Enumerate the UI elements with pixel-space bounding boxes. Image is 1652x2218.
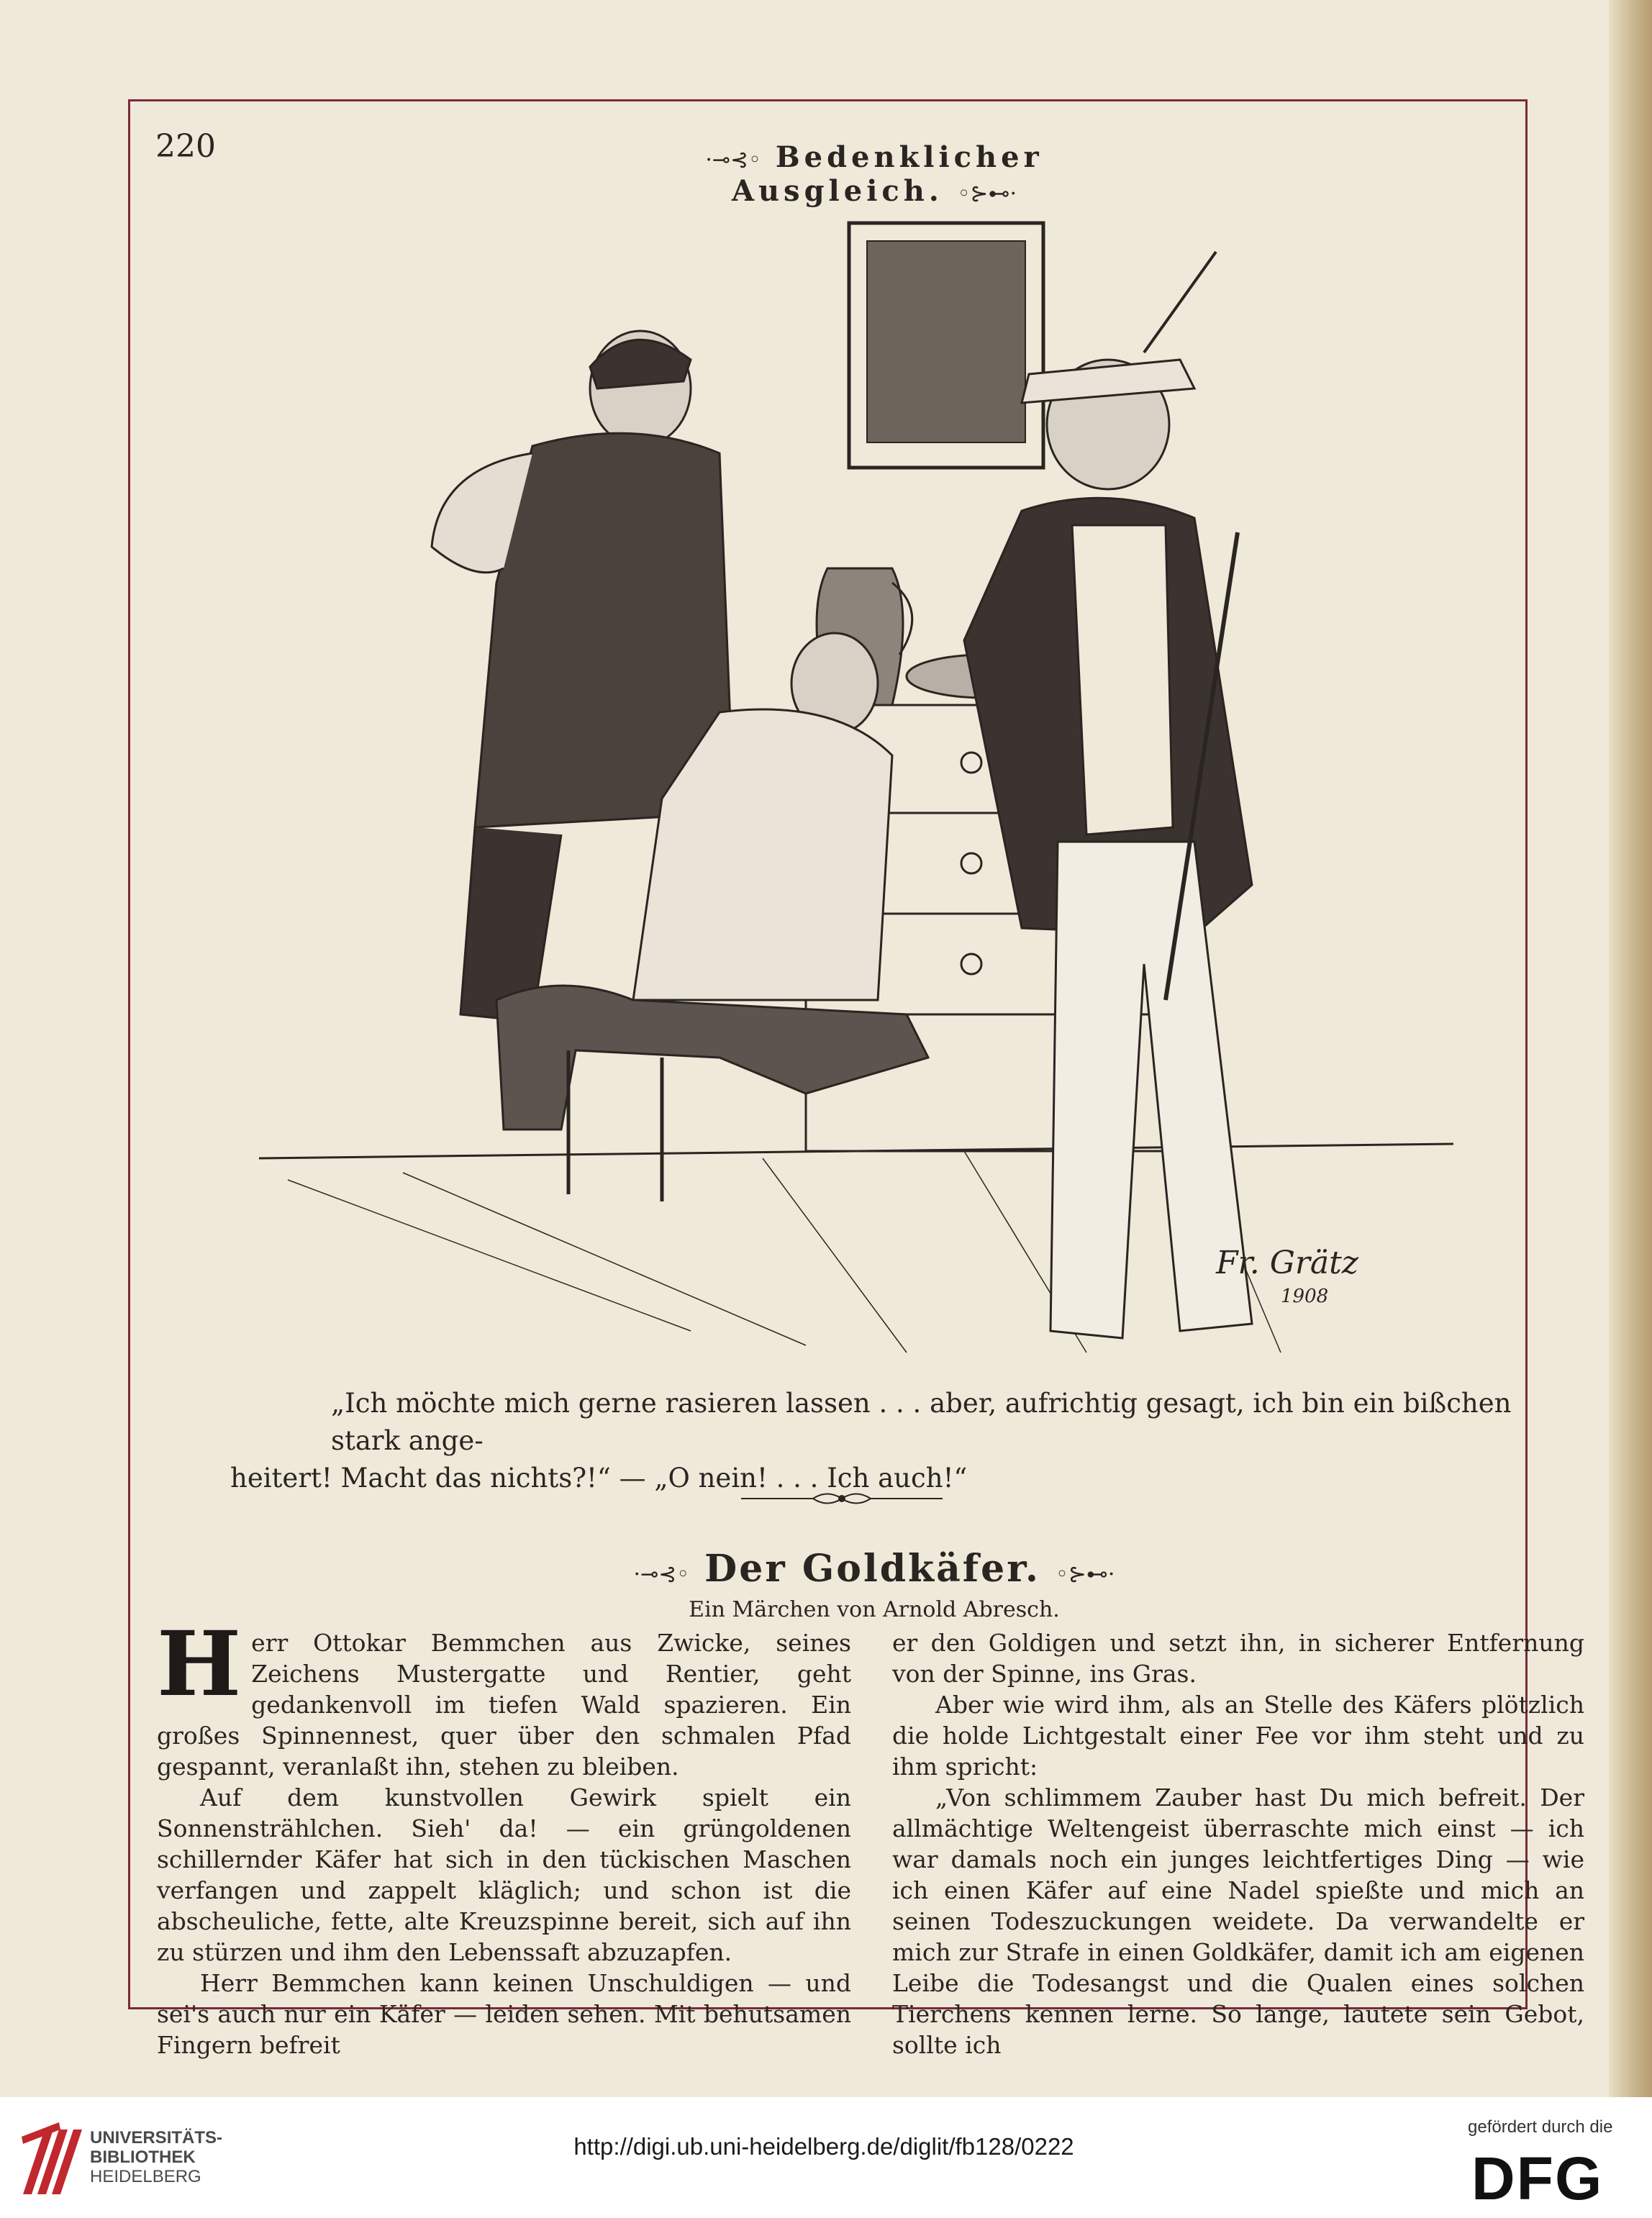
paragraph: Aber wie wird ihm, als an Stelle des Käfers plötzlich die holde Lichtgestalt einer Fee vor ihm steht und zu ihm spricht: xyxy=(892,1691,1584,1781)
paragraph: Herr Bemmchen kann keinen Unschuldigen — und sei's auch nur ein Käfer — leiden sehen. Mit behutsamen Fingern befreit xyxy=(157,1969,851,2059)
page-edge-shadow xyxy=(1609,0,1652,2097)
artist-signature: Fr. Grätz xyxy=(1216,1245,1358,1281)
paragraph-text: err Ottokar Bemmchen aus Zwicke, seines Zeichens Mustergatte und Rentier, geht gedankenvoll im tiefen Wald spazieren. Ein großes Spinnennest, quer über den schmalen Pfad gespannt, veranlaßt ihn, stehen zu bleiben. xyxy=(157,1629,851,1781)
library-name-line: UNIVERSITÄTS- xyxy=(90,2128,223,2147)
section-divider-ornament xyxy=(741,1488,943,1509)
library-name-line: BIBLIOTHEK xyxy=(90,2147,196,2167)
paragraph: „Von schlimmem Zauber hast Du mich befreit. Der allmächtige Weltengeist überraschte mich einst — ich war damals noch ein junges leichtfertiges Ding — wie ich einen Käfer auf eine Nadel spießte und mich an seinen Todeszuckungen weidete. Da verwandelte er mich zur Strafe in einen Goldkäfer, damit ich am eigenen Leibe die Todesangst und die Qualen eines solchen Tierchens kennen lerne. So lange, lautete sein Gebot, sollte ich xyxy=(892,1783,1584,2059)
page-number: 220 xyxy=(155,128,216,165)
illustration-caption xyxy=(230,1385,1525,1497)
caption-line-1: „Ich möchte mich gerne rasieren lassen . . . aber, aufrichtig gesagt, ich bin ein bißchen stark ange- xyxy=(331,1388,1512,1456)
artist-signature-year: 1908 xyxy=(1281,1286,1329,1307)
story-byline: Ein Märchen von Arnold Abresch. xyxy=(689,1597,1060,1622)
library-logo-icon xyxy=(16,2115,88,2201)
library-name-line: HEIDELBERG xyxy=(90,2167,201,2186)
permalink[interactable]: http://digi.ub.uni-heidelberg.de/diglit/fb128/0222 xyxy=(573,2133,1074,2160)
paragraph: er den Goldigen und setzt ihn, in sicherer Entfernung von der Spinne, ins Gras. xyxy=(892,1629,1584,1688)
title-ornament-left: ·⊸⊰◦ xyxy=(633,1562,690,1587)
story-title xyxy=(597,1547,1151,1591)
drop-cap: H xyxy=(157,1612,242,1717)
caption-line-2: heitert! Macht das nichts?!“ — „O nein! . . . Ich auch!“ xyxy=(230,1463,968,1494)
cartoon-illustration xyxy=(259,209,1453,1360)
head-ornament-right: ◦⊱⊷· xyxy=(957,181,1017,206)
paragraph: Auf dem kunstvollen Gewirk spielt ein Sonnenstrählchen. Sieh' da! — ein grüngoldenen schillernder Käfer hat sich in den tückischen Maschen verfangen und zappelt kläglich; und schon ist die abscheuliche, fette, alte Kreuzspinne bereit, sich auf ihn zu stürzen und ihm den Lebenssaft abzuzapfen. xyxy=(157,1783,851,1966)
text-column-right xyxy=(892,1627,1584,2060)
library-name xyxy=(90,2128,222,2186)
running-head xyxy=(597,140,1151,208)
running-head-title: Bedenklicher Ausgleich. xyxy=(731,140,1043,208)
title-ornament-right: ◦⊱⊷· xyxy=(1056,1562,1115,1587)
paragraph xyxy=(157,1612,851,1782)
story-title-text: Der Goldkäfer. xyxy=(704,1547,1040,1591)
funding-note: gefördert durch die xyxy=(1468,2117,1613,2137)
head-ornament-left: ·⊸⊰◦ xyxy=(705,147,761,173)
text-column-left xyxy=(157,1612,851,2060)
dfg-logo: DFG xyxy=(1471,2145,1604,2212)
